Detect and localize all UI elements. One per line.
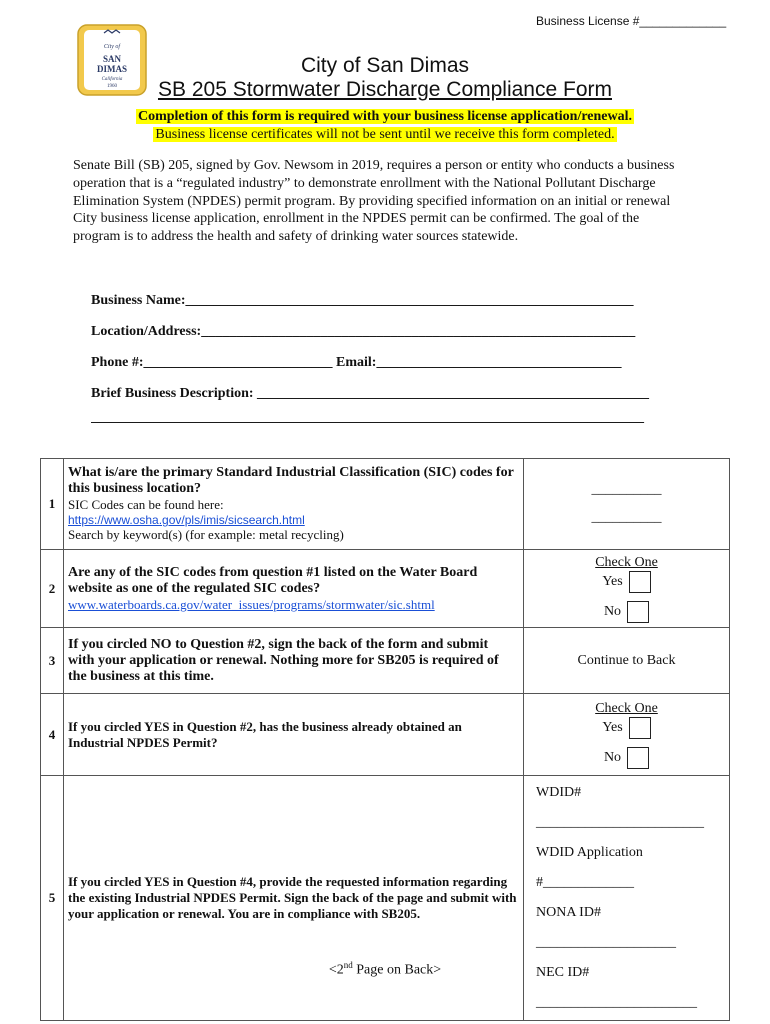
nec-id-field[interactable]: NEC ID# _______________________ [536,965,697,1010]
question-number: 3 [41,628,64,694]
location-address-field[interactable]: Location/Address:______________________________________________________________ [91,324,636,339]
phone-email-field[interactable]: Phone #:___________________________ Email:___________________________________ [91,355,622,370]
question-4-answer [524,694,730,776]
svg-text:California: California [101,77,123,82]
page-footer: <2nd Page on Back> [328,960,442,978]
svg-text:1960: 1960 [107,84,117,89]
form-city-title: City of San Dimas [300,54,470,77]
question-number: 2 [41,550,64,628]
svg-text:DIMAS: DIMAS [96,64,128,74]
yes-label: Yes [602,573,623,589]
business-license-number-field[interactable]: Business License #_____________ [536,14,727,28]
svg-text:SAN: SAN [102,54,122,64]
form-title: SB 205 Stormwater Discharge Compliance Form [157,78,612,101]
question-5-text: If you circled YES in Question #4, provide the requested information regarding the existing Industrial NPDES Permit. Sign the back of the page and submit with your application or renewal. You are in compliance with SB205. [64,776,524,1021]
wdid-field[interactable]: WDID# ________________________ [536,785,704,830]
no-label: No [603,603,622,619]
q4-no-checkbox[interactable] [627,747,649,769]
question-row-4 [41,694,730,776]
q2-no-checkbox[interactable] [627,601,649,623]
q2-yes-checkbox[interactable] [629,571,651,593]
no-label: No [603,749,622,765]
question-4-text: If you circled YES in Question #2, has the business already obtained an Industrial NPDES Permit? [64,694,524,776]
question-2-answer [524,550,730,628]
q4-yes-option [532,717,721,739]
questions-table [40,458,730,1021]
question-2-title: Are any of the SIC codes from question #1 listed on the Water Board website as one of the regulated SIC codes? [68,564,478,596]
question-row-3 [41,628,730,694]
yes-label: Yes [602,719,623,735]
question-number: 1 [41,459,64,550]
question-5-answer [524,776,730,1021]
continue-to-back-label: Continue to Back [524,628,730,694]
q4-yes-checkbox[interactable] [629,717,651,739]
business-name-field[interactable]: Business Name:________________________________________________________________ [91,293,634,308]
sic-code-blank-2[interactable]: __________ [591,510,662,525]
question-1-text [64,459,524,550]
intro-paragraph: Senate Bill (SB) 205, signed by Gov. Newsom in 2019, requires a person or entity who conducts a business operation that is a “regulated industry” to demonstrate enrollment with the National Pollutant Discharge Elimination System (NPDES) permit program. By providing specified information on an initial or renewal City business license application, enrollment in the NPDES permit can be confirmed. The goal of the program is to address the health and safety of drinking water sources statewide. [73,158,675,245]
question-1-search-hint: Search by keyword(s) (for example: metal recycling) [68,527,344,542]
business-description-line2[interactable]: _______________________________________________________________________________ [91,410,644,425]
question-3-text: If you circled NO to Question #2, sign the back of the form and submit with your application or renewal. Nothing more for SB205 is required of the business at this time. [64,628,524,694]
q4-no-option [532,747,721,769]
question-1-answer [524,459,730,550]
waterboards-sic-link[interactable]: www.waterboards.ca.gov/water_issues/programs/stormwater/sic.shtml [68,596,435,612]
question-row-5 [41,776,730,1021]
notice-certificates: Business license certificates will not be sent until we receive this form completed. [155,127,615,142]
osha-sic-link[interactable]: https://www.osha.gov/pls/imis/sicsearch.html [68,513,305,527]
check-one-label: Check One [595,700,658,716]
svg-text:City of: City of [103,44,121,50]
q2-no-option [532,601,721,623]
question-2-text [64,550,524,628]
check-one-label: Check One [595,554,658,570]
business-description-field[interactable]: Brief Business Description: ________________________________________________________ [91,386,650,401]
sic-code-blank-1[interactable]: __________ [591,482,662,497]
nona-id-field[interactable]: NONA ID# ____________________ [536,905,676,950]
question-number: 4 [41,694,64,776]
question-number: 5 [41,776,64,1021]
question-1-title: What is/are the primary Standard Industrial Classification (SIC) codes for this business location? [68,465,514,496]
notice-required: Completion of this form is required with your business license application/renewal. [137,109,633,124]
question-row-2 [41,550,730,628]
wdid-application-field[interactable]: WDID Application #_____________ [536,845,643,890]
question-row-1 [41,459,730,550]
question-1-sub: SIC Codes can be found here: [68,497,224,512]
q2-yes-option [532,571,721,593]
